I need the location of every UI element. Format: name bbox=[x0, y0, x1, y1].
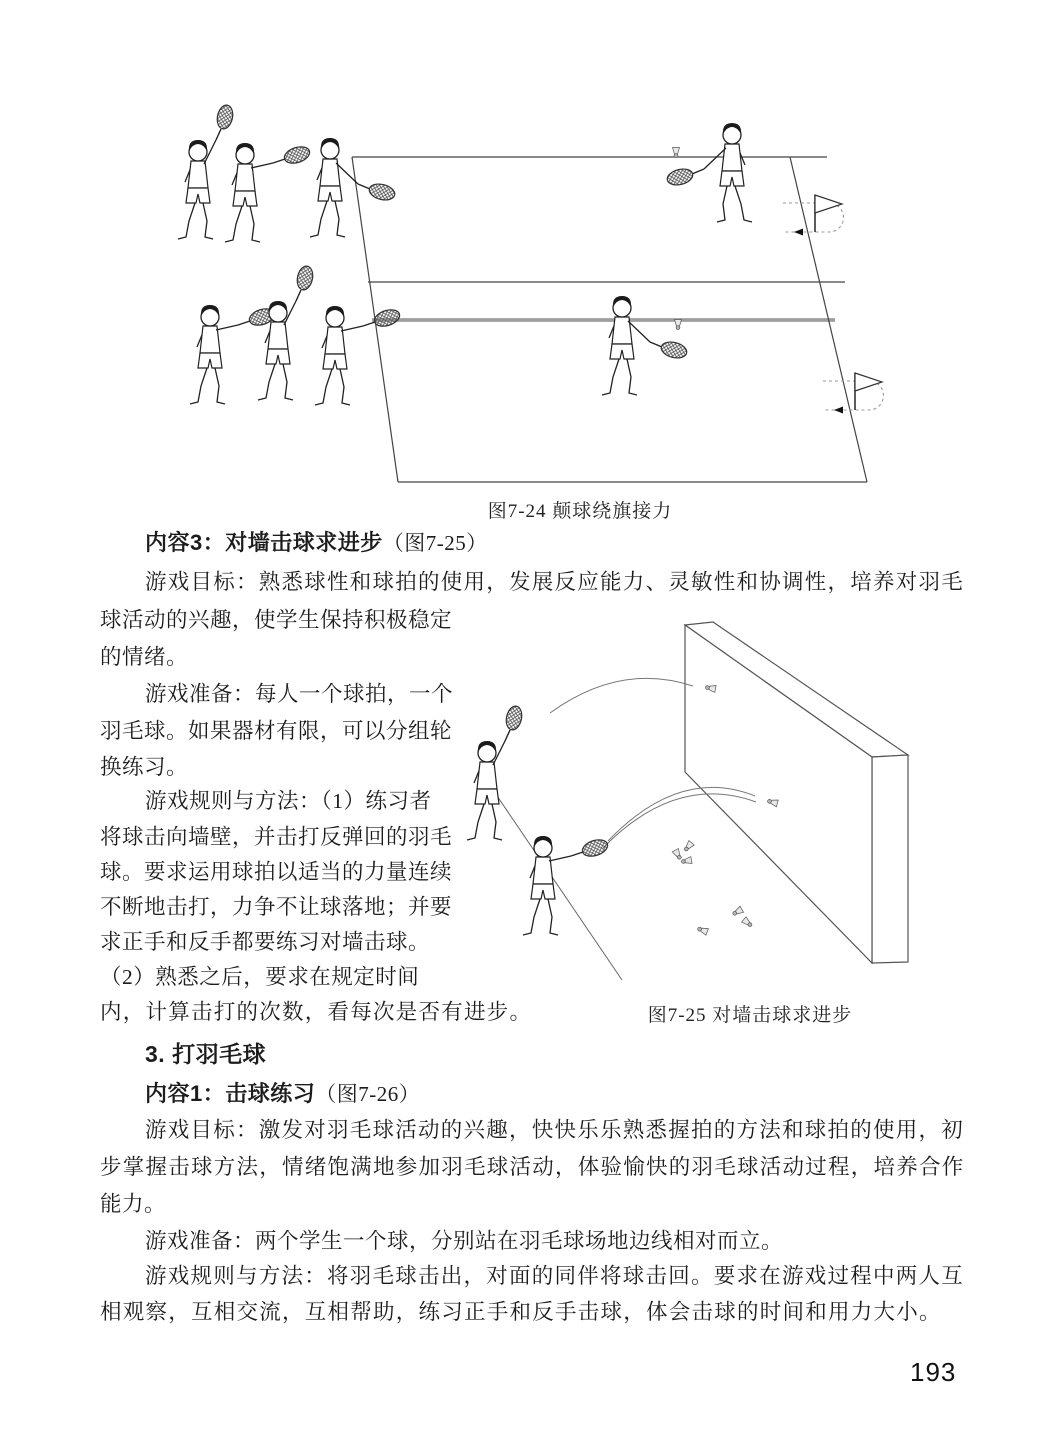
paragraph-line: 不断地击打，力争不让球落地；并要 bbox=[100, 895, 453, 919]
paragraph-line: 游戏目标：激发对羽毛球活动的兴趣，快快乐乐熟悉握拍的方法和球拍的使用，初 bbox=[145, 1118, 965, 1142]
paragraph-line: 游戏准备：每人一个球拍，一个 bbox=[145, 682, 454, 706]
paragraph-line: 游戏准备：两个学生一个球，分别站在羽毛球场地边线相对而立。 bbox=[145, 1229, 784, 1253]
heading-text: 内容3：对墙击球求进步 bbox=[145, 530, 383, 555]
paragraph-line: 内，计算击打的次数，看每次是否有进步。 bbox=[100, 1000, 533, 1024]
heading-text: 内容1：击球练习 bbox=[145, 1081, 316, 1106]
paragraph-line: 游戏规则与方法：将羽毛球击出，对面的同伴将球击回。要求在游戏过程中两人互 bbox=[145, 1264, 965, 1288]
paragraph-line: （2）熟悉之后，要求在规定时间 bbox=[100, 965, 420, 989]
paragraph-line: 球。要求运用球拍以适当的力量连续 bbox=[100, 860, 453, 884]
figure-7-25-caption: 图7-25 对墙击球求进步 bbox=[647, 1005, 853, 1026]
heading-text: 3. 打羽毛球 bbox=[145, 1041, 267, 1067]
paragraph-line: 求正手和反手都要练习对墙击球。 bbox=[100, 930, 431, 954]
page-number: 193 bbox=[910, 1357, 957, 1387]
content1-heading bbox=[145, 1083, 420, 1105]
content3-heading bbox=[145, 532, 488, 554]
badminton-court-outline bbox=[352, 157, 867, 482]
paragraph-line: 游戏目标：熟悉球性和球拍的使用，发展反应能力、灵敏性和协调性，培养对羽毛 bbox=[145, 570, 965, 594]
paragraph-line: 的情绪。 bbox=[100, 645, 189, 669]
ground-line bbox=[493, 790, 622, 980]
figure-7-24-caption: 图7-24 颠球绕旗接力 bbox=[487, 501, 673, 522]
paragraph-line: 球活动的兴趣，使学生保持积极稳定 bbox=[100, 608, 453, 632]
figure-reference: （图7-25） bbox=[382, 531, 488, 555]
paragraph-line: 将球击向墙壁，并击打反弹回的羽毛 bbox=[100, 825, 453, 849]
shuttle-arc bbox=[550, 678, 693, 713]
figure-reference: （图7-26） bbox=[315, 1082, 421, 1106]
section3-heading bbox=[145, 1043, 266, 1066]
paragraph-line: 能力。 bbox=[100, 1192, 167, 1216]
figure-7-24-illustration bbox=[110, 85, 1010, 505]
paragraph-line: 步掌握击球方法，情绪饱满地参加羽毛球活动，体验愉快的羽毛球活动过程，培养合作 bbox=[100, 1155, 965, 1179]
paragraph-line: 换练习。 bbox=[100, 755, 189, 779]
paragraph-line: 相观察，互相交流，互相帮助，练习正手和反手击球，体会击球的时间和用力大小。 bbox=[100, 1300, 942, 1324]
practice-wall bbox=[685, 622, 908, 963]
figure-7-25-illustration bbox=[440, 598, 1020, 1000]
paragraph-line: 羽毛球。如果器材有限，可以分组轮 bbox=[100, 719, 453, 743]
paragraph-line: 游戏规则与方法：（1）练习者 bbox=[145, 789, 432, 813]
